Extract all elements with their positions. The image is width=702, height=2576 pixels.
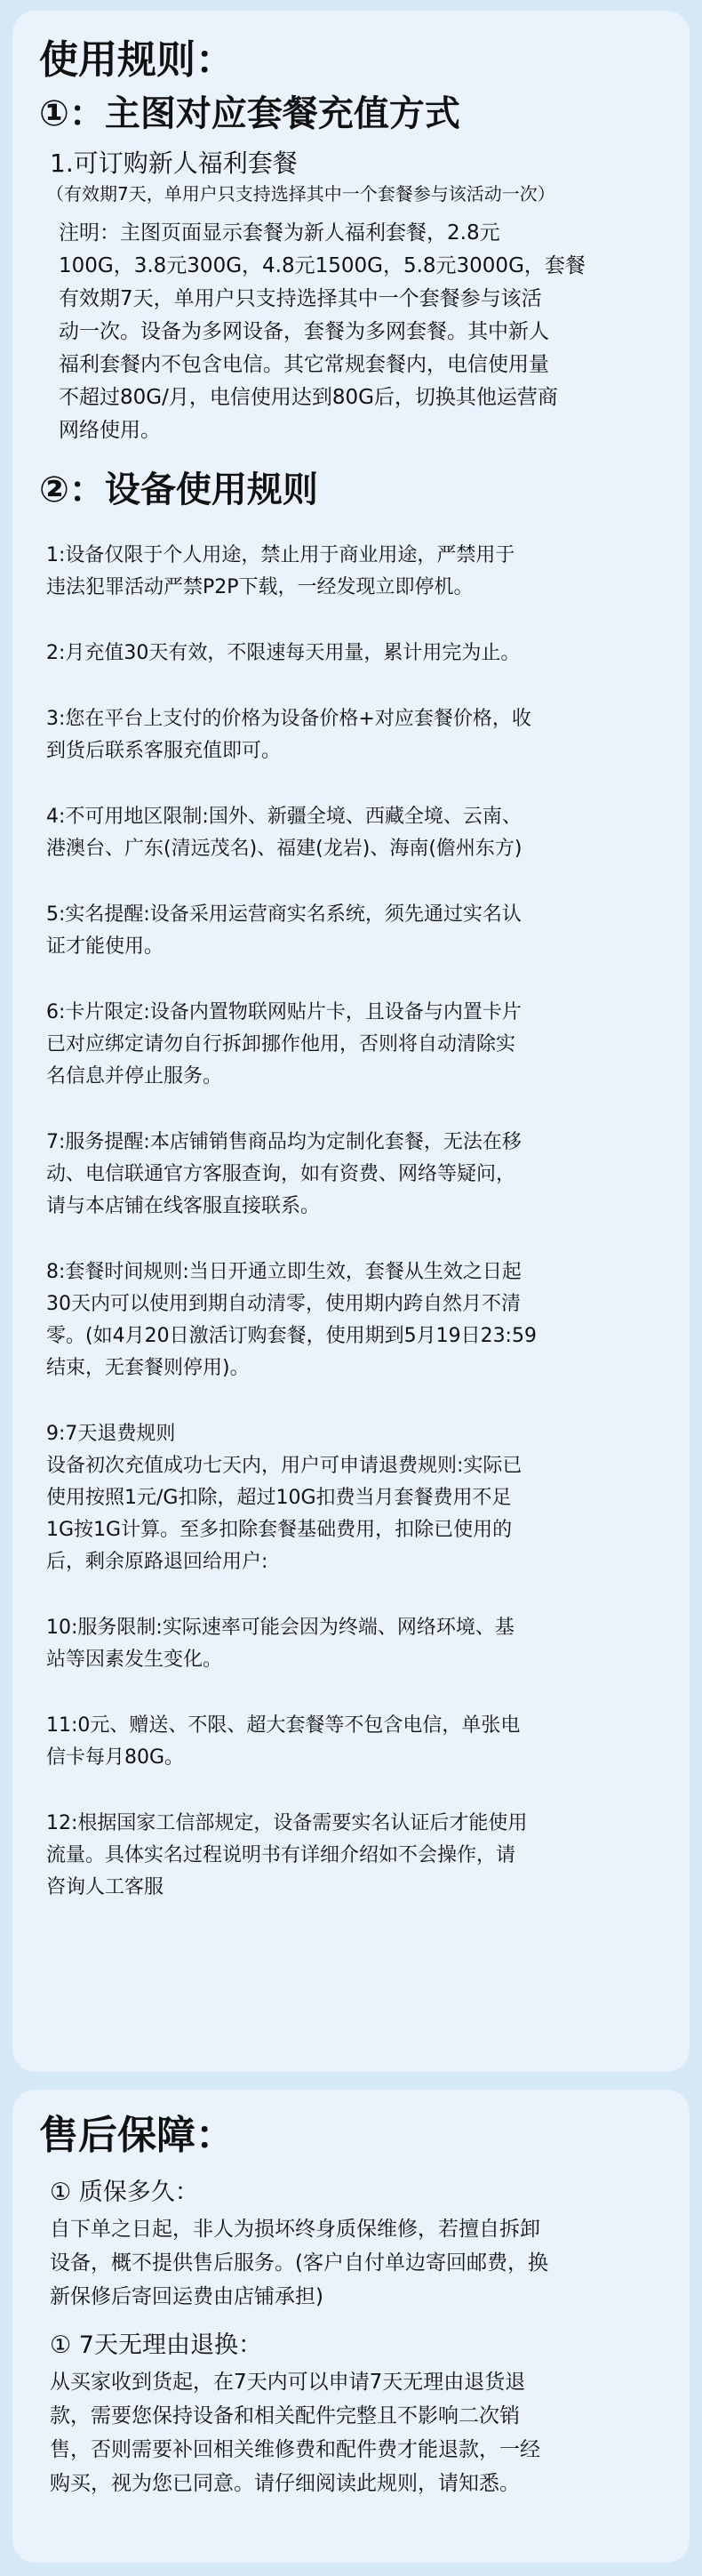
rule-item: 7:服务提醒:本店铺销售商品均为定制化套餐，无法在移 动、电信联通官方客服查询，如有资费、网络等疑问， 请与本店铺在线客服直接联系。 bbox=[46, 1131, 522, 1217]
note-line: 网络使用。 bbox=[59, 419, 161, 442]
warranty-line: 新保修后寄回运费由店铺承担) bbox=[50, 2285, 323, 2308]
usage-rules-title: 使用规则： bbox=[39, 37, 235, 83]
after-sales-title: 售后保障： bbox=[39, 2113, 235, 2158]
warranty-line: 设备，概不提供售后服务。(客户自付单边寄回邮费，换 bbox=[50, 2251, 548, 2275]
return-policy-title: ① 7天无理由退换： bbox=[50, 2331, 262, 2359]
note-line: 有效期7天，单用户只支持选择其中一个套餐参与该活 bbox=[59, 287, 542, 310]
section1-heading: ①：主图对应套餐充值方式 bbox=[39, 93, 460, 134]
return-line: 从买家收到货起，在7天内可以申请7天无理由退货退 bbox=[50, 2371, 526, 2394]
section1-small-note: （有效期7天，单用户只支持选择其中一个套餐参与该活动一次） bbox=[46, 183, 555, 205]
rule-item: 6:卡片限定:设备内置物联网贴片卡，且设备与内置卡片 已对应绑定请勿自行拆卸挪作他用，否则将自动清除实 名信息并停止服务。 bbox=[46, 1001, 522, 1087]
warranty-body bbox=[50, 2212, 665, 2314]
rule-item: 1:设备仅限于个人用途，禁止用于商业用途，严禁用于 违法犯罪活动严禁P2P下载，一经发现立即停机。 bbox=[46, 544, 515, 598]
return-line: 款，需要您保持设备和相关配件完整且不影响二次销 bbox=[50, 2404, 520, 2428]
after-sales-card bbox=[12, 2090, 690, 2563]
note-line: 不超过80G/月，电信使用达到80G后，切换其他运营商 bbox=[59, 386, 558, 409]
rule-item: 5:实名提醒:设备采用运营商实名系统，须先通过实名认 证才能使用。 bbox=[46, 903, 522, 958]
device-rules-list bbox=[39, 540, 665, 1904]
return-line: 售，否则需要补回相关维修费和配件费才能退款，一经 bbox=[50, 2438, 540, 2461]
rule-item: 11:0元、赠送、不限、超大套餐等不包含电信，单张电 信卡每月80G。 bbox=[46, 1714, 521, 1769]
section2-heading: ②：设备使用规则 bbox=[39, 469, 318, 510]
rule-item: 3:您在平台上支付的价格为设备价格+对应套餐价格，收 到货后联系客服充值即可。 bbox=[46, 708, 531, 762]
rule-item: 8:套餐时间规则:当日开通立即生效，套餐从生效之日起 30天内可以使用到期自动清零，使用期内跨自然月不清 零。(如4月20日激活订购套餐，使用期到5月19日23:59 结束，无套餐则停用)。 bbox=[46, 1261, 537, 1379]
rule-item: 4:不可用地区限制:国外、新疆全境、西藏全境、云南、 港澳台、广东(清远茂名)、福建(龙岩)、海南(儋州东方) bbox=[46, 806, 523, 860]
rule-item: 9:7天退费规则 设备初次充值成功七天内，用户可申请退费规则:实际已 使用按照1元/G扣除，超过10G扣费当月套餐费用不足 1G按1G计算。至多扣除套餐基础费用，扣除已使用的 后，剩余原路退回给用户: bbox=[46, 1423, 523, 1573]
rule-item: 10:服务限制:实际速率可能会因为终端、网络环境、基 站等因素发生变化。 bbox=[46, 1617, 515, 1671]
rule-item: 2:月充值30天有效，不限速每天用量，累计用完为止。 bbox=[46, 642, 521, 664]
note-line: 动一次。设备为多网设备，套餐为多网套餐。其中新人 bbox=[59, 320, 549, 343]
rule-item: 12:根据国家工信部规定，设备需要实名认证后才能使用 流量。具体实名过程说明书有详细介绍如不会操作，请 咨询人工客服 bbox=[46, 1812, 528, 1898]
usage-rules-card bbox=[12, 11, 690, 2072]
warranty-line: 自下单之日起，非人为损坏终身质保维修，若擅自拆卸 bbox=[50, 2218, 540, 2241]
note-line: 福利套餐内不包含电信。其它常规套餐内，电信使用量 bbox=[59, 353, 549, 376]
return-policy-body bbox=[50, 2365, 665, 2500]
note-line: 注明：主图页面显示套餐为新人福利套餐，2.8元 bbox=[59, 221, 500, 245]
return-line: 购买，视为您已同意。请仔细阅读此规则，请知悉。 bbox=[50, 2472, 520, 2495]
section1-subheading: 1.可订购新人福利套餐 bbox=[50, 148, 298, 178]
note-line: 100G，3.8元300G，4.8元1500G，5.8元3000G，套餐 bbox=[59, 254, 586, 277]
section1-note bbox=[59, 217, 665, 447]
warranty-title: ① 质保多久： bbox=[50, 2179, 199, 2206]
